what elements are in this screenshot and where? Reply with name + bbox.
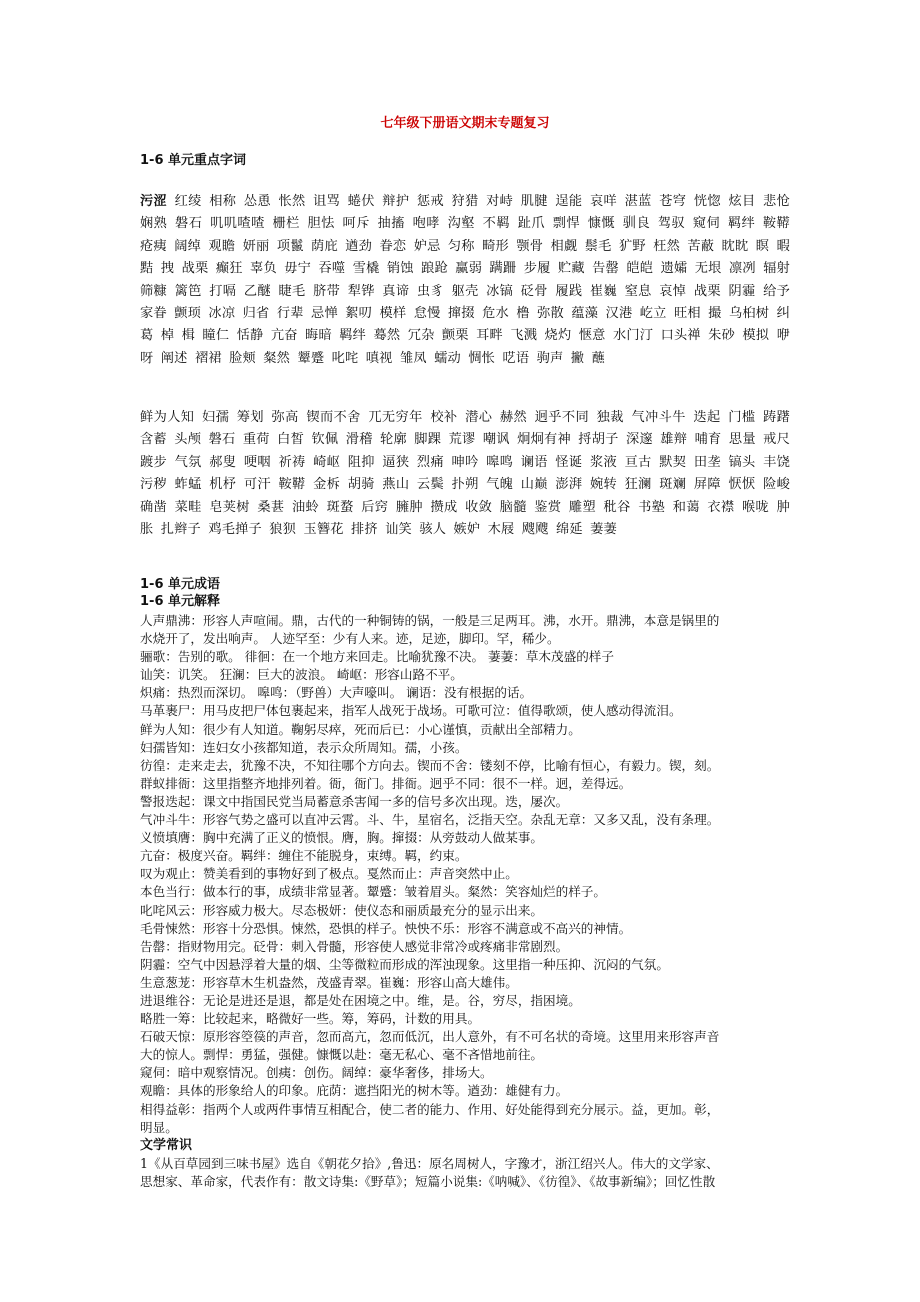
explanation-line: 窥伺：暗中观察情况。创痍：创伤。阔绰：豪华奢侈，排场大。 (140, 1065, 493, 1081)
explanation-line: 亢奋：极度兴奋。羁绊：缠住不能脱身，束缚。羁，约束。 (140, 848, 468, 864)
literature-line: 1《从百草园到三味书屋》选自《朝花夕拾》,鲁迅：原名周树人，字豫才，浙江绍兴人。伟大的文学家、 (140, 1156, 719, 1171)
explanation-line: 进退维谷：无论是进还是退，都是处在困境之中。维，是。谷，穷尽，指困境。 (140, 992, 581, 1008)
explanation-line: 水烧开了，发出响声。 人迹罕至：少有人来。迹，足迹，脚印。罕，稀少。 (140, 631, 560, 647)
key-words-list-1: 红绫 相称 怂恿 怅然 诅骂 蜷伏 辩护 惩戒 狩猎 对峙 肌腱 逞能 哀咩 湛蓝 苍穹 恍惚 炫目 悲怆 娴熟 磐石 叽叽喳喳 栅栏 胆怯 呵斥 抽搐 咆哮 沟壑 不羁 趾爪 剽悍 慷慨 驯良 驾驭 窥伺 羁绊 鞍鞯 疮痍 阔绰 观瞻 妍丽 项鬣 荫庇 遒劲 眷恋 妒忌 匀称 畸形 颚骨 相觑 鬃毛 犷野 枉然 苦蔽 眈眈 瞑 暇 黠 拽 战栗 癫狂 辜负 毋宁 吞噬 雪橇 销蚀 踉跄 赢弱 蹒跚 步履 贮藏 告罄 皑皑 遗孀 无垠 凛冽 辐射 筛糠 篱笆 打嗝 乙醚 睫毛 脐带 犁铧 真谛 虫豸 躯壳 冰镐 砭骨 履践 崔巍 窒息 哀悼 战栗 阴霾 给予 家眷 颤顼 冰凉 归省 行辈 忌惮 絮叨 模样 怠慢 撺掇 危水 橹 弥散 蕴藻 汉港 屹立 旺相 撮 乌桕树 纠葛 棹 楫 瞳仁 恬静 亢奋 晦暗 羁绊 蓦然 冗杂 颤栗 耳畔 飞溅 烧灼 惬意 水门汀 口头禅 朱砂 模拟 咿呀 阐述 褶裙 脸颊 粲然 颦蹙 叱咤 嗔视 雏凤 蠕动 惆怅 呓语 驹声 撇 蘸 (140, 194, 790, 366)
explanation-line: 毛骨悚然：形容十分恐惧。悚然，恐惧的样子。怏怏不乐：形容不满意或不高兴的神情。 (140, 920, 632, 936)
explanation-line: 马革裹尸：用马皮把尸体包裹起来，指军人战死于战场。可歌可泣：值得歌颂，使人感动得流泪。 (140, 703, 682, 719)
explanation-line: 警报迭起：课文中指国民党当局蓄意杀害闻一多的信号多次出现。迭，屡次。 (140, 793, 569, 809)
explanation-line: 相得益彰：指两个人或两件事情互相配合，使二者的能力、作用、好处能得到充分展示。益，更加。彰， (140, 1101, 720, 1117)
explanation-line: 大的惊人。剽悍：勇猛，强健。慷慨以赴：毫无私心、毫不吝惜地前往。 (140, 1047, 543, 1063)
explanation-line: 炽痛：热烈而深切。 嗥鸣：（野兽）大声嚎叫。 谰语：没有根据的话。 (140, 685, 533, 701)
explanation-line: 气冲斗牛：形容气势之盛可以直冲云霄。斗、牛，星宿名，泛指天空。杂乱无章：又多又乱，没有条理。 (140, 812, 720, 828)
explanation-line: 人声鼎沸：形容人声喧闹。鼎，古代的一种铜铸的锅，一般是三足两耳。沸，水开。鼎沸，本意是锅里的 (140, 613, 720, 628)
explanation-line: 石破天惊：原形容箜篌的声音，忽而高亢，忽而低沉，出人意外，有不可名状的奇境。这里用来形容声音 (140, 1029, 720, 1045)
literature-line: 思想家、革命家，代表作有：散文诗集:《野草》；短篇小说集:《呐喊》、《彷徨》、《故事新编》；回忆性散 (140, 1174, 716, 1190)
section-heading-key-words: 1-6 单元重点字词 (140, 153, 247, 168)
explanation-line: 义愤填膺：胸中充满了正义的愤恨。膺，胸。撺掇：从旁鼓动人做某事。 (140, 830, 543, 846)
explanation-line: 略胜一筹：比较起来，略微好一些。筹，筹码，计数的用具。 (140, 1011, 481, 1027)
explanation-line: 妇孺皆知：连妇女小孩都知道，表示众所周知。孺，小孩。 (140, 739, 468, 755)
key-words-paragraph-1 (140, 191, 790, 370)
explanation-line: 告罄：指财物用完。砭骨：刺入骨髓，形容使人感觉非常冷或疼痛非常剧烈。 (140, 938, 569, 954)
explanation-line: 彷徨：走来走去，犹豫不决，不知往哪个方向去。锲而不舍：镂刻不停，比喻有恒心，有毅力。锲，刻。 (140, 757, 720, 773)
explanation-line: 叹为观止：赞美看到的事物好到了极点。戛然而止：声音突然中止。 (140, 866, 518, 882)
key-words-paragraph-2: 鲜为人知 妇孺 筹划 弥高 锲而不舍 兀无穷年 校补 潜心 赫然 迥乎不同 独裁 气冲斗牛 迭起 门槛 踌躇 含蓄 头颅 磐石 重荷 白皙 钦佩 滑稽 轮廓 脚踝 荒谬 嘲讽 炯炯有神 捋胡子 深邃 雄辩 哺育 思量 戒尺 踱步 气氛 郝叟 哽咽 祈祷 崎岖 阻抑 逼狭 烈痛 呻吟 嗥鸣 谰语 怪诞 浆液 亘古 默契 田垄 镐头 丰饶 污秽 蚱蜢 机杼 可汗 鞍鞯 金柝 胡骑 燕山 云鬓 扑朔 气魄 山巅 澎湃 婉转 狂澜 斑斓 屏障 恹恹 险峻 确凿 菜畦 皂荚树 桑葚 油蛉 斑蝥 后窍 臃肿 攒成 收敛 脑髓 鉴赏 雕塑 秕谷 书塾 和蔼 衣襟 喉咙 肿胀 扎辫子 鸡毛掸子 狼狈 玉簪花 排挤 讪笑 骇人 嫉妒 木屐 飕飕 绵延 萋萋 (140, 410, 790, 538)
first-word-bold: 污涩 (140, 194, 168, 209)
explanation-line: 阴霾：空气中因悬浮着大量的烟、尘等微粒而形成的浑浊现象。这里指一种压抑、沉闷的气氛。 (140, 956, 669, 972)
explanation-line: 生意葱茏：形容草木生机盎然，茂盛青翠。崔巍：形容山高大雄伟。 (140, 974, 518, 990)
explanation-line: 本色当行：做本行的事，成绩非常显著。颦蹙：皱着眉头。粲然：笑容灿烂的样子。 (140, 884, 606, 900)
explanation-line: 鲜为人知：很少有人知道。鞠躬尽瘁，死而后已：小心谨慎，贡献出全部精力。 (140, 721, 581, 737)
section-heading-explanations: 1-6 单元解释 (140, 594, 221, 609)
explanation-line: 讪笑：讥笑。 狂澜：巨大的波浪。 崎岖：形容山路不平。 (140, 667, 463, 683)
explanation-line: 观瞻：具体的形象给人的印象。庇荫：遮挡阳光的树木等。遒劲：雄健有力。 (140, 1083, 569, 1099)
section-heading-idioms: 1-6 单元成语 (140, 577, 221, 592)
section-heading-literature: 文学常识 (140, 1138, 193, 1153)
explanation-line: 群蚁排衙：这里指整齐地排列着。衙，衙门。排衙。迥乎不同：很不一样。迥，差得远。 (140, 775, 632, 791)
explanation-line: 明显。 (140, 1119, 178, 1135)
explanation-line: 叱咤风云：形容威力极大。尽态极妍：使仪态和丽质最充分的显示出来。 (140, 902, 543, 918)
explanations-list (140, 612, 790, 1137)
explanation-line: 骊歌：告别的歌。 徘徊：在一个地方来回走。比喻犹豫不决。 萋萋：草木茂盛的样子 (140, 649, 614, 665)
literature-notes (140, 1155, 790, 1192)
document-title: 七年级下册语文期末专题复习 (380, 116, 550, 131)
